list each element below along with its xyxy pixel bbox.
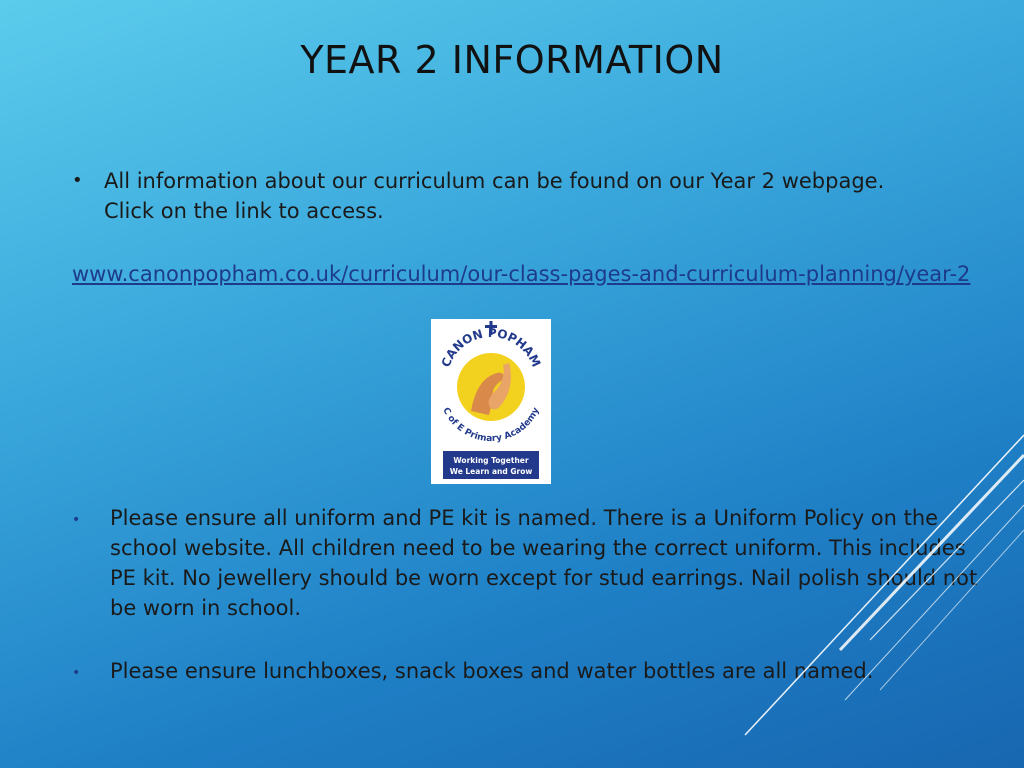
logo-name-top: CANON POPHAM	[438, 325, 544, 370]
school-logo	[431, 319, 551, 484]
bullet-curriculum-text: All information about our curriculum can be found on our Year 2 webpage. Click on the link to access.	[104, 169, 885, 223]
slide-title: YEAR 2 INFORMATION	[300, 38, 724, 82]
bullet-marker: •	[72, 512, 81, 528]
bullet-lunchboxes-text: Please ensure lunchboxes, snack boxes and water bottles are all named.	[110, 659, 874, 683]
bullet-lunchboxes	[72, 656, 982, 686]
curriculum-link[interactable]: www.canonpopham.co.uk/curriculum/our-class-pages-and-curriculum-planning/year-2	[72, 262, 971, 286]
logo-graphic	[431, 319, 551, 484]
bullet-uniform	[72, 503, 982, 623]
logo-name-bottom: C of E Primary Academy	[440, 406, 542, 445]
bullet-uniform-text: Please ensure all uniform and PE kit is named. There is a Uniform Policy on the school website. All children need to be wearing the correct uniform. This includes PE kit. No jewellery should be worn except for stud earrings. Nail polish should not be worn in school.	[110, 506, 978, 620]
logo-motto-line2: We Learn and Grow	[449, 467, 533, 476]
bullet-marker: •	[72, 665, 81, 681]
bullet-marker: •	[72, 170, 83, 191]
bullet-curriculum	[72, 166, 932, 226]
logo-motto-line1: Working Together	[453, 456, 529, 465]
